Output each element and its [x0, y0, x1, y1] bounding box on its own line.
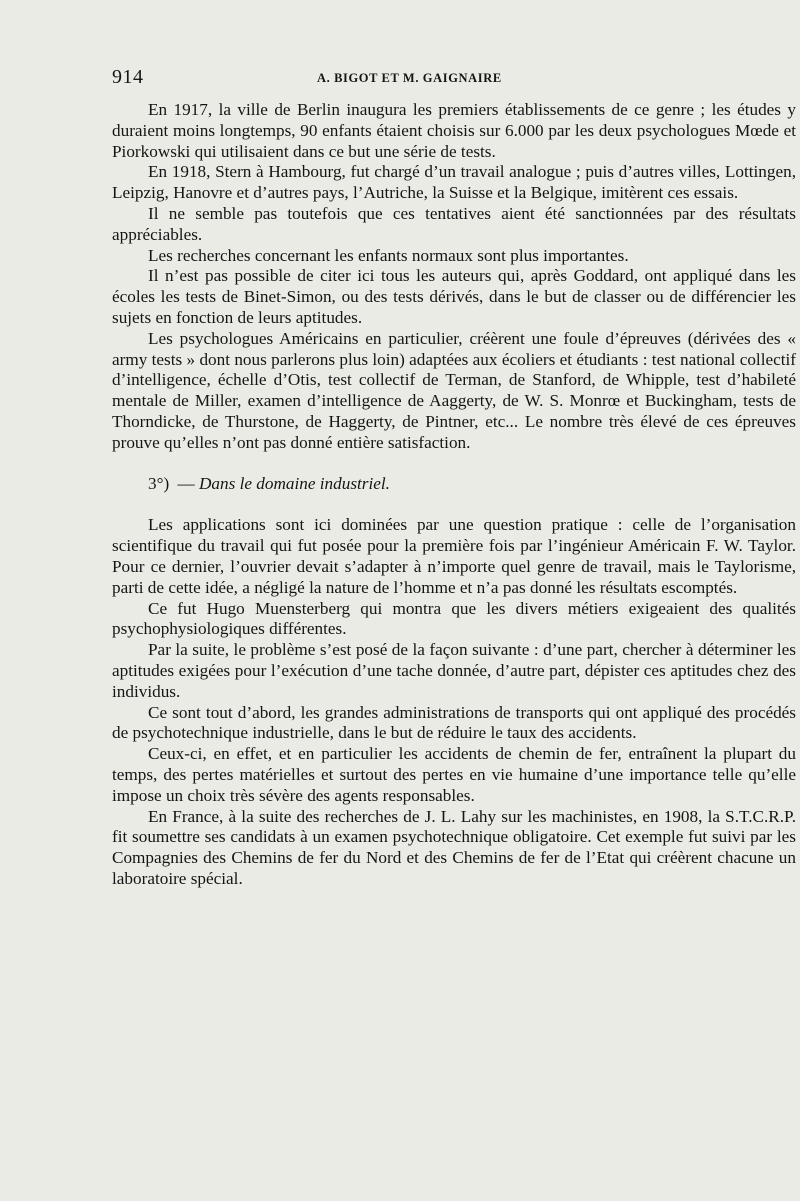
paragraph: Les psychologues Américains en particulier, créèrent une foule d’épreuves (dérivées des « army tests » dont nous parlerons plus loin) adaptées aux écoliers et étudiants : test national collectif d’intelligence, échelle d’Otis, test collectif de Terman, de Stanford, de Whipple, test d’habileté mentale de Miller, examen d’intelligence de Aaggerty, de W. S. Monrœ et Buckingham, tests de Thorndicke, de Thurstone, de Haggerty, de Pintner, etc... Le nombre très élevé de ces épreuves prouve qu’elles n’ont pas donné entière satisfaction. [112, 328, 796, 452]
paragraph: Les recherches concernant les enfants normaux sont plus importantes. [148, 245, 629, 265]
section-dash: — [177, 473, 195, 493]
paragraph: Par la suite, le problème s’est posé de la façon suivante : d’une part, chercher à déterminer les aptitudes exigées pour l’exécution d’une tache donnée, d’autre part, dépister ces aptitudes chez des individus. [112, 640, 796, 701]
paragraph: Ce sont tout d’abord, les grandes administrations de transports qui ont appliqué des procédés de psychotechnique industrielle, dans le but de réduire le taux des accidents. [112, 702, 796, 743]
running-title-authors: A. BIGOT ET M. GAIGNAIRE [317, 71, 502, 85]
section-title: Dans le domaine industriel. [198, 473, 390, 493]
page-number: 914 [112, 66, 144, 88]
paragraph: En 1917, la ville de Berlin inaugura les premiers établissements de ce genre ; les études y duraient moins longtemps, 90 enfants étaient choisis sur 6.000 par les deux psychologues Mœde et Piorkowski qui utilisaient dans ce but une série de tests. [112, 100, 796, 161]
paragraph: Il n’est pas possible de citer ici tous les auteurs qui, après Goddard, ont appliqué dans les écoles les tests de Binet-Simon, ou des tests dérivés, dans le but de classer ou de différencier les sujets en fonction de leurs aptitudes. [112, 266, 796, 327]
section-number: 3°) [148, 473, 170, 493]
paragraph: Ceux-ci, en effet, et en particulier les accidents de chemin de fer, entraînent la plupart du temps, des pertes matérielles et surtout des pertes en vie humaine d’une importance telle qu’elle impose un choix très sévère des agents responsables. [112, 744, 796, 805]
section-heading [112, 474, 796, 495]
paragraph: Ce fut Hugo Muensterberg qui montra que les divers métiers exigeaient des qualités psychophysiologiques différentes. [112, 598, 796, 639]
running-header [112, 66, 796, 90]
paragraph: Les applications sont ici dominées par une question pratique : celle de l’organisation scientifique du travail qui fut posée pour la première fois par l’ingénieur Américain F. W. Taylor. Pour ce dernier, l’ouvrier devait s’adapter à n’importe quel genre de travail, mais le Taylorisme, parti de cette idée, a négligé la nature de l’homme et n’a pas donné les résultats escomptés. [112, 515, 796, 597]
paragraph: En 1918, Stern à Hambourg, fut chargé d’un travail analogue ; puis d’autres villes, Lottingen, Leipzig, Hanovre et d’autres pays, l’Autriche, la Suisse et la Belgique, imitèrent ces essais. [112, 162, 796, 203]
paragraph: Il ne semble pas toutefois que ces tentatives aient été sanctionnées par des résultats appréciables. [112, 203, 796, 244]
paragraph: En France, à la suite des recherches de J. L. Lahy sur les machinistes, en 1908, la S.T.C.R.P. fit soumettre ses candidats à un examen psychotechnique obligatoire. Cet exemple fut suivi par les Compagnies des Chemins de fer du Nord et des Chemins de fer de l’Etat qui créèrent chacune un laboratoire spécial. [112, 806, 796, 888]
body-text [112, 100, 796, 890]
